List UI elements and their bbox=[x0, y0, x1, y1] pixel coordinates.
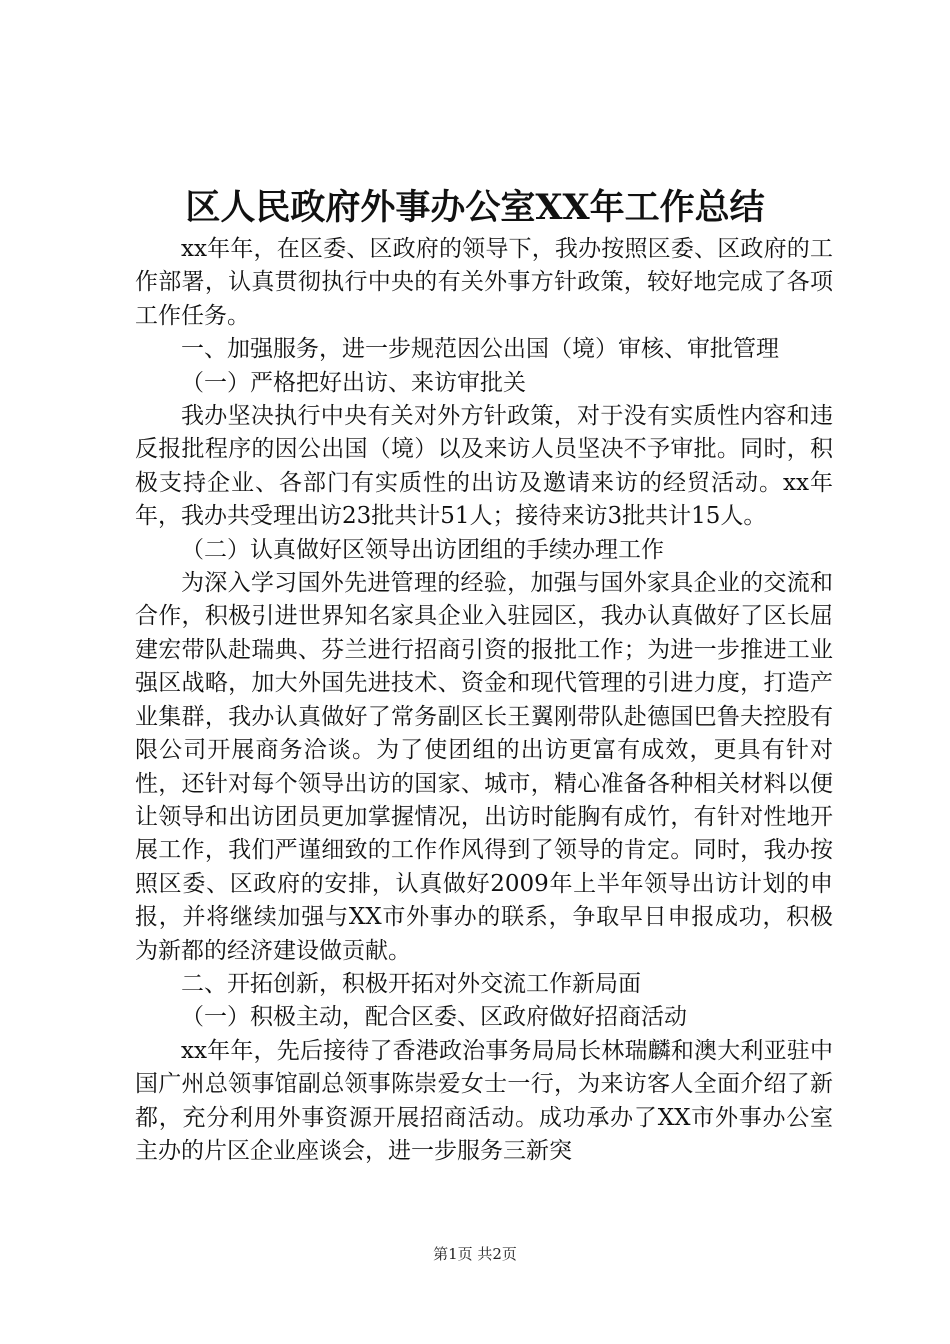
section-heading-1: 一、加强服务，进一步规范因公出国（境）审核、审批管理 bbox=[181, 336, 779, 363]
document-body bbox=[135, 233, 833, 1168]
body-paragraph: 我办坚决执行中央有关对外方针政策，对于没有实质性内容和违反报批程序的因公出国（境）以及来访人员坚决不予审批。同时，积极支持企业、各部门有实质性的出访及邀请来访的经贸活动。xx年年，我办共受理出访23批共计51人；接待来访3批共计15人。 bbox=[135, 403, 833, 530]
section-heading-2: 二、开拓创新，积极开拓对外交流工作新局面 bbox=[181, 970, 641, 997]
body-paragraph: xx年年，先后接待了香港政治事务局局长林瑞麟和澳大利亚驻中国广州总领事馆副总领事陈崇爱女士一行，为来访客人全面介绍了新都，充分利用外事资源开展招商活动。成功承办了XX市外事办公室主办的片区企业座谈会，进一步服务三新突 bbox=[135, 1037, 833, 1164]
page-number-footer: 第1页 共2页 bbox=[433, 1245, 517, 1263]
intro-paragraph: xx年年，在区委、区政府的领导下，我办按照区委、区政府的工作部署，认真贯彻执行中央的有关外事方针政策，较好地完成了各项工作任务。 bbox=[135, 236, 833, 329]
subsection-heading-1-1: （一）严格把好出访、来访审批关 bbox=[181, 369, 526, 396]
subsection-heading-1-2: （二）认真做好区领导出访团组的手续办理工作 bbox=[181, 536, 664, 563]
document-title: 区人民政府外事办公室XX年工作总结 bbox=[185, 187, 765, 228]
body-paragraph: 为深入学习国外先进管理的经验，加强与国外家具企业的交流和合作，积极引进世界知名家具企业入驻园区，我办认真做好了区长屈建宏带队赴瑞典、芬兰进行招商引资的报批工作；为进一步推进工业强区战略，加大外国先进技术、资金和现代管理的引进力度，打造产业集群，我办认真做好了常务副区长王翼刚带队赴德国巴鲁夫控股有限公司开展商务洽谈。为了使团组的出访更富有成效，更具有针对性，还针对每个领导出访的国家、城市，精心准备各种相关材料以便让领导和出访团员更加掌握情况，出访时能胸有成竹，有针对性地开展工作，我们严谨细致的工作作风得到了领导的肯定。同时，我办按照区委、区政府的安排，认真做好2009年上半年领导出访计划的申报，并将继续加强与XX市外事办的联系，争取早日申报成功，积极为新都的经济建设做贡献。 bbox=[135, 570, 833, 964]
subsection-heading-2-1: （一）积极主动，配合区委、区政府做好招商活动 bbox=[181, 1004, 687, 1031]
